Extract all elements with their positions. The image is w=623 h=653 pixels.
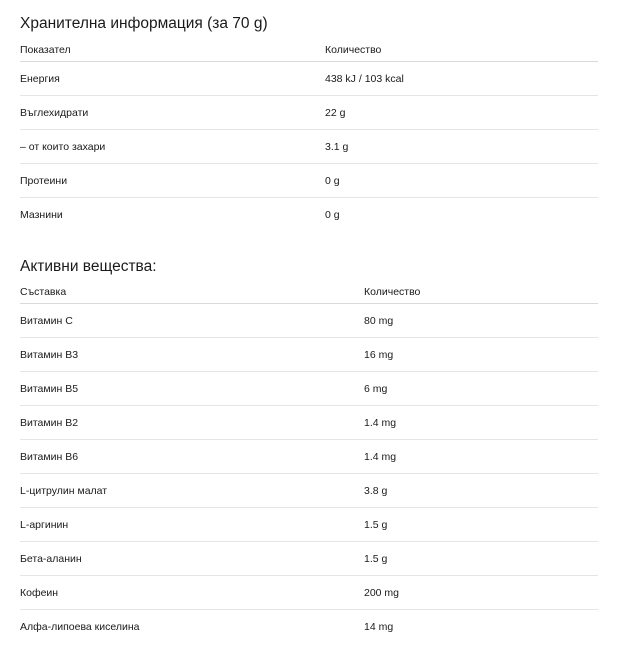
- nutrition-table: [20, 39, 598, 231]
- row-label: Витамин B2: [20, 406, 364, 440]
- table-row: [20, 542, 598, 576]
- table-row: [20, 474, 598, 508]
- table-row: [20, 164, 598, 198]
- row-label: – от които захари: [20, 130, 325, 164]
- table-row: [20, 440, 598, 474]
- row-value: 6 mg: [364, 372, 598, 406]
- table-row: [20, 610, 598, 644]
- row-label: Витамин B5: [20, 372, 364, 406]
- row-label: Витамин B3: [20, 338, 364, 372]
- row-label: Протеини: [20, 164, 325, 198]
- column-header-quantity: Количество: [364, 281, 598, 304]
- row-value: 1.4 mg: [364, 406, 598, 440]
- table-row: [20, 130, 598, 164]
- nutrition-section: [20, 13, 598, 231]
- active-substances-section: [20, 256, 598, 643]
- table-row: [20, 508, 598, 542]
- row-value: 80 mg: [364, 304, 598, 338]
- row-label: L-аргинин: [20, 508, 364, 542]
- row-label: Кофеин: [20, 576, 364, 610]
- row-label: L-цитрулин малат: [20, 474, 364, 508]
- row-label: Мазнини: [20, 208, 63, 221]
- row-value: 22 g: [325, 96, 598, 130]
- row-label: Алфа-липоева киселина: [20, 620, 140, 633]
- row-label: Витамин B6: [20, 440, 364, 474]
- row-value: 1.4 mg: [364, 440, 598, 474]
- row-value: 16 mg: [364, 338, 598, 372]
- table-row: [20, 304, 598, 338]
- table-row: [20, 406, 598, 440]
- row-value: 14 mg: [364, 620, 394, 633]
- row-label: Витамин C: [20, 304, 364, 338]
- table-row: [20, 96, 598, 130]
- row-value: 3.8 g: [364, 474, 598, 508]
- table-row: [20, 576, 598, 610]
- table-row: [20, 62, 598, 96]
- row-value: 1.5 g: [364, 542, 598, 576]
- column-header-quantity: Количество: [325, 39, 598, 62]
- column-header-ingredient: Съставка: [20, 281, 364, 304]
- row-value: 0 g: [325, 208, 340, 221]
- row-value: 0 g: [325, 164, 598, 198]
- table-header-row: [20, 281, 598, 304]
- row-value: 438 kJ / 103 kcal: [325, 62, 598, 96]
- table-row: [20, 338, 598, 372]
- nutrition-title: Хранителна информация (за 70 g): [20, 15, 268, 32]
- row-label: Енергия: [20, 62, 325, 96]
- row-value: 200 mg: [364, 576, 598, 610]
- row-value: 3.1 g: [325, 130, 598, 164]
- table-row: [20, 372, 598, 406]
- active-substances-table: [20, 281, 598, 643]
- table-header-row: [20, 39, 598, 62]
- row-label: Бета-аланин: [20, 542, 364, 576]
- active-substances-title: Активни вещества:: [20, 258, 157, 275]
- row-value: 1.5 g: [364, 508, 598, 542]
- row-label: Въглехидрати: [20, 96, 325, 130]
- table-row: [20, 198, 598, 232]
- column-header-indicator: Показател: [20, 39, 325, 62]
